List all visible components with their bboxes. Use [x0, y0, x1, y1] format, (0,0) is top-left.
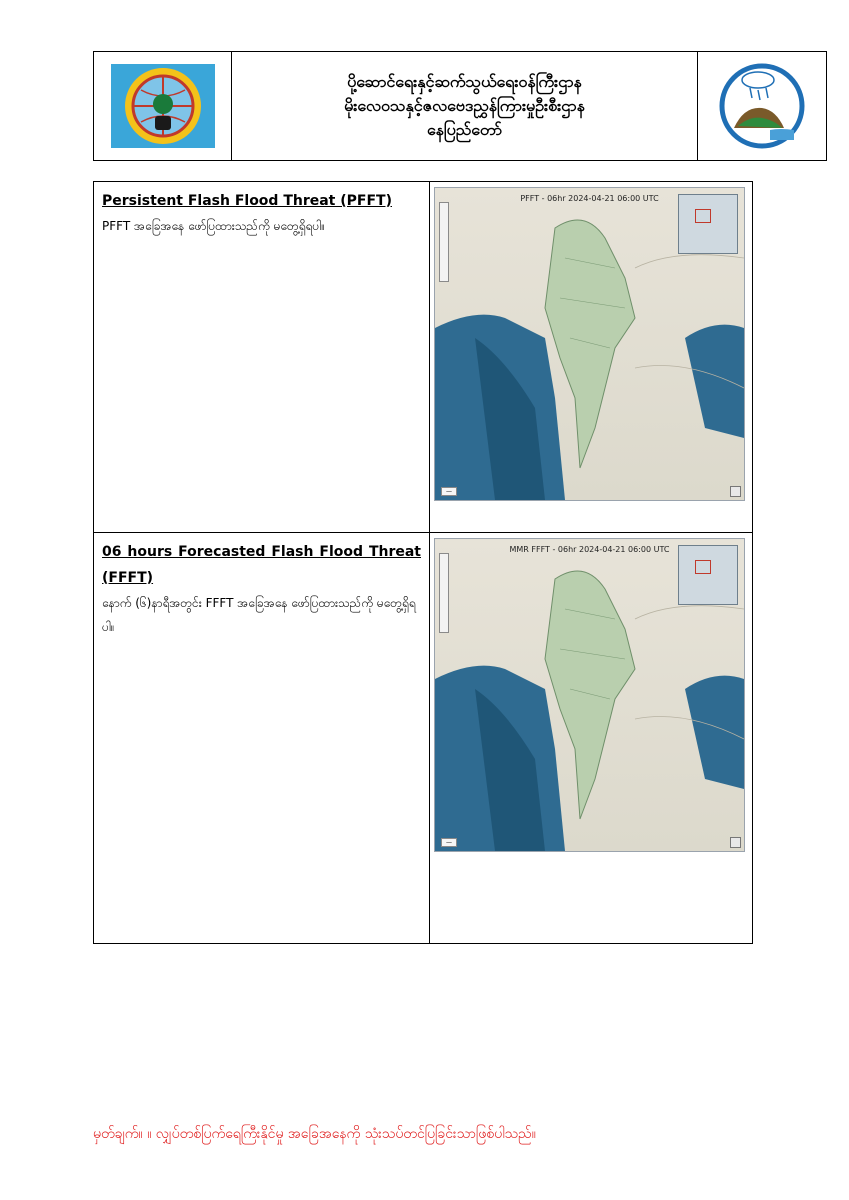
ffft-description: နောက် (၆)နာရီအတွင်း FFFT အခြေအနေ ဖော်ပြထားသည်ကို မတွေ့ရှိရပါ။	[102, 596, 416, 634]
ffft-map-cell	[430, 533, 752, 943]
ffft-title: 06 hours Forecasted Flash Flood Threat (FFFT)	[102, 544, 421, 586]
dmh-logo-cell	[698, 52, 826, 160]
ffft-zoom-slider	[439, 553, 449, 633]
ffft-map-label: MMR FFFT - 06hr 2024-04-21 06:00 UTC	[509, 545, 670, 554]
table-row	[94, 533, 752, 943]
pfft-map-label: PFFT - 06hr 2024-04-21 06:00 UTC	[520, 194, 659, 203]
ministry-logo-cell	[94, 52, 232, 160]
ffft-text-cell	[94, 533, 430, 943]
pfft-zoom-slider	[439, 202, 449, 282]
pfft-title: Persistent Flash Flood Threat (PFFT)	[102, 193, 392, 209]
ffft-scale-bar: —	[441, 838, 457, 847]
department-name: မိုးလေဝသနှင့်ဇလဗေဒညွှန်ကြားမှုဦးစီးဌာန	[344, 96, 585, 115]
ffft-overview-inset	[678, 545, 738, 605]
pfft-map-cell	[430, 182, 752, 532]
city-name: နေပြည်တော်	[426, 120, 503, 139]
letterhead	[93, 51, 827, 161]
footer-note: မှတ်ချက်။ ။ လျှပ်တစ်ပြက်ရေကြီးနိုင်မှု အခြေအနေကို သုံးသပ်တင်ပြခြင်းသာဖြစ်ပါသည်။	[93, 1126, 536, 1142]
department-title	[232, 52, 698, 160]
table-row	[94, 182, 752, 533]
threat-table	[93, 181, 753, 944]
pfft-scale-bar: —	[441, 487, 457, 496]
pfft-corner-control	[730, 486, 741, 497]
ministry-name: ပို့ဆောင်ရေးနှင့်ဆက်သွယ်ရေးဝန်ကြီးဌာန	[347, 72, 582, 91]
ministry-emblem-icon	[111, 64, 215, 148]
ffft-corner-control	[730, 837, 741, 848]
pfft-map	[434, 187, 745, 501]
pfft-text-cell	[94, 182, 430, 532]
pfft-overview-inset	[678, 194, 738, 254]
hydrology-cycle-icon	[714, 58, 810, 154]
pfft-description: PFFT အခြေအနေ ဖော်ပြထားသည်ကို မတွေ့ရှိရပါ။	[102, 219, 325, 233]
ffft-map	[434, 538, 745, 852]
